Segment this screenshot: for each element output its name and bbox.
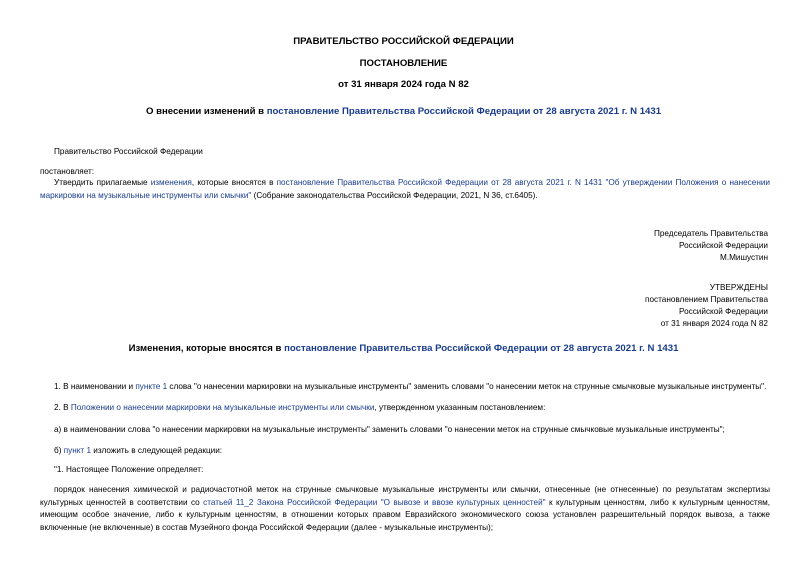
item-1-link[interactable]: пункте 1 <box>135 382 168 391</box>
item-2b-text-b: изложить в следующей редакции: <box>91 446 223 455</box>
item-1-text-b: слова "о нанесении маркировки на музыкальные инструменты" заменить словами "о нанесении меток на струнные смычковые музыкальные инструменты". <box>167 382 767 391</box>
article-11-2-link[interactable]: статьей 11_2 <box>203 497 254 507</box>
law-link[interactable]: Закона Российской Федерации "О вывозе и ввозе культурных ценностей" <box>256 497 546 507</box>
item-2-link[interactable]: Положении о нанесении маркировки на музыкальные инструменты или смычки <box>70 403 375 412</box>
header-line-date: от 31 января 2024 года N 82 <box>338 79 469 90</box>
approved-label: УТВЕРЖДЕНЫ <box>709 283 768 292</box>
signature-name: М.Мишустин <box>720 253 768 262</box>
item-2-text-b: , утвержденном указанным постановлением: <box>374 403 546 412</box>
item-2b-text-a: б) <box>54 446 64 455</box>
approved-date: от 31 января 2024 года N 82 <box>660 319 768 328</box>
definition-text-c: к культурным ценностям, либо к культурным ценностям, имеющим особое значение, либо к культурным ценностям, в отношении которых правом Евразийского экономического союза установлен разрешительный порядок вывоза, а также включенные (не включенные) в состав Музейного фонда Российской Федерации (далее - музыкальные инструменты); <box>40 497 770 532</box>
item-2b-link[interactable]: пункт 1 <box>63 446 92 455</box>
changes-title-prefix: Изменения, которые вносятся в <box>128 343 285 354</box>
decides-line: постановляет: <box>40 167 95 176</box>
changes-title <box>0 343 807 354</box>
approved-org: Российской Федерации <box>678 307 768 316</box>
resolution-1431-link[interactable]: постановление Правительства Российской Федерации от 28 августа 2021 г. N 1431 "Об утверждении Положения о нанесении маркировки на музыкальные инструменты или смычки" <box>40 178 770 200</box>
item-2-text-a: 2. В <box>54 403 71 412</box>
item-1 <box>54 381 766 393</box>
title-link[interactable]: постановление Правительства Российской Федерации от 28 августа 2021 г. N 1431 <box>266 106 662 117</box>
changes-title-link[interactable]: постановление Правительства Российской Федерации от 28 августа 2021 г. N 1431 <box>284 343 679 354</box>
header-line-resolution: ПОСТАНОВЛЕНИЕ <box>359 58 448 69</box>
approve-text-3: (Собрание законодательства Российской Федерации, 2021, N 36, ст.6405). <box>251 190 538 200</box>
item-1-text-a: 1. В наименовании и <box>54 382 136 391</box>
item-2b <box>54 445 222 457</box>
government-line: Правительство Российской Федерации <box>54 147 203 156</box>
signature-org: Российской Федерации <box>678 241 768 250</box>
header-line-government: ПРАВИТЕЛЬСТВО РОССИЙСКОЙ ФЕДЕРАЦИИ <box>293 36 514 47</box>
approve-text-1: Утвердить прилагаемые <box>54 178 151 187</box>
item-2a: а) в наименовании слова "о нанесении маркировки на музыкальные инструменты" заменить словами "о нанесении меток на струнные смычковые музыкальные инструменты"; <box>54 425 725 434</box>
approve-paragraph <box>40 177 770 202</box>
approve-text-2: , которые вносятся в <box>191 178 277 187</box>
item-2 <box>54 402 545 414</box>
definition-paragraph <box>40 484 770 534</box>
quote-start: "1. Настоящее Положение определяет: <box>54 465 204 474</box>
changes-link[interactable]: изменения <box>150 178 192 187</box>
signature-position: Председатель Правительства <box>653 229 768 238</box>
document-title <box>0 106 807 117</box>
definition-text-a: порядок нанесения химической и радиочастотной меток на струнные смычковые музыкальные инструменты или смычки, отнесенные (не отнесенные) по результатам экспертизы культурных ценностей в соответствии со <box>40 485 770 507</box>
title-prefix: О внесении изменений в <box>145 106 267 117</box>
approved-by: постановлением Правительства <box>645 295 768 304</box>
